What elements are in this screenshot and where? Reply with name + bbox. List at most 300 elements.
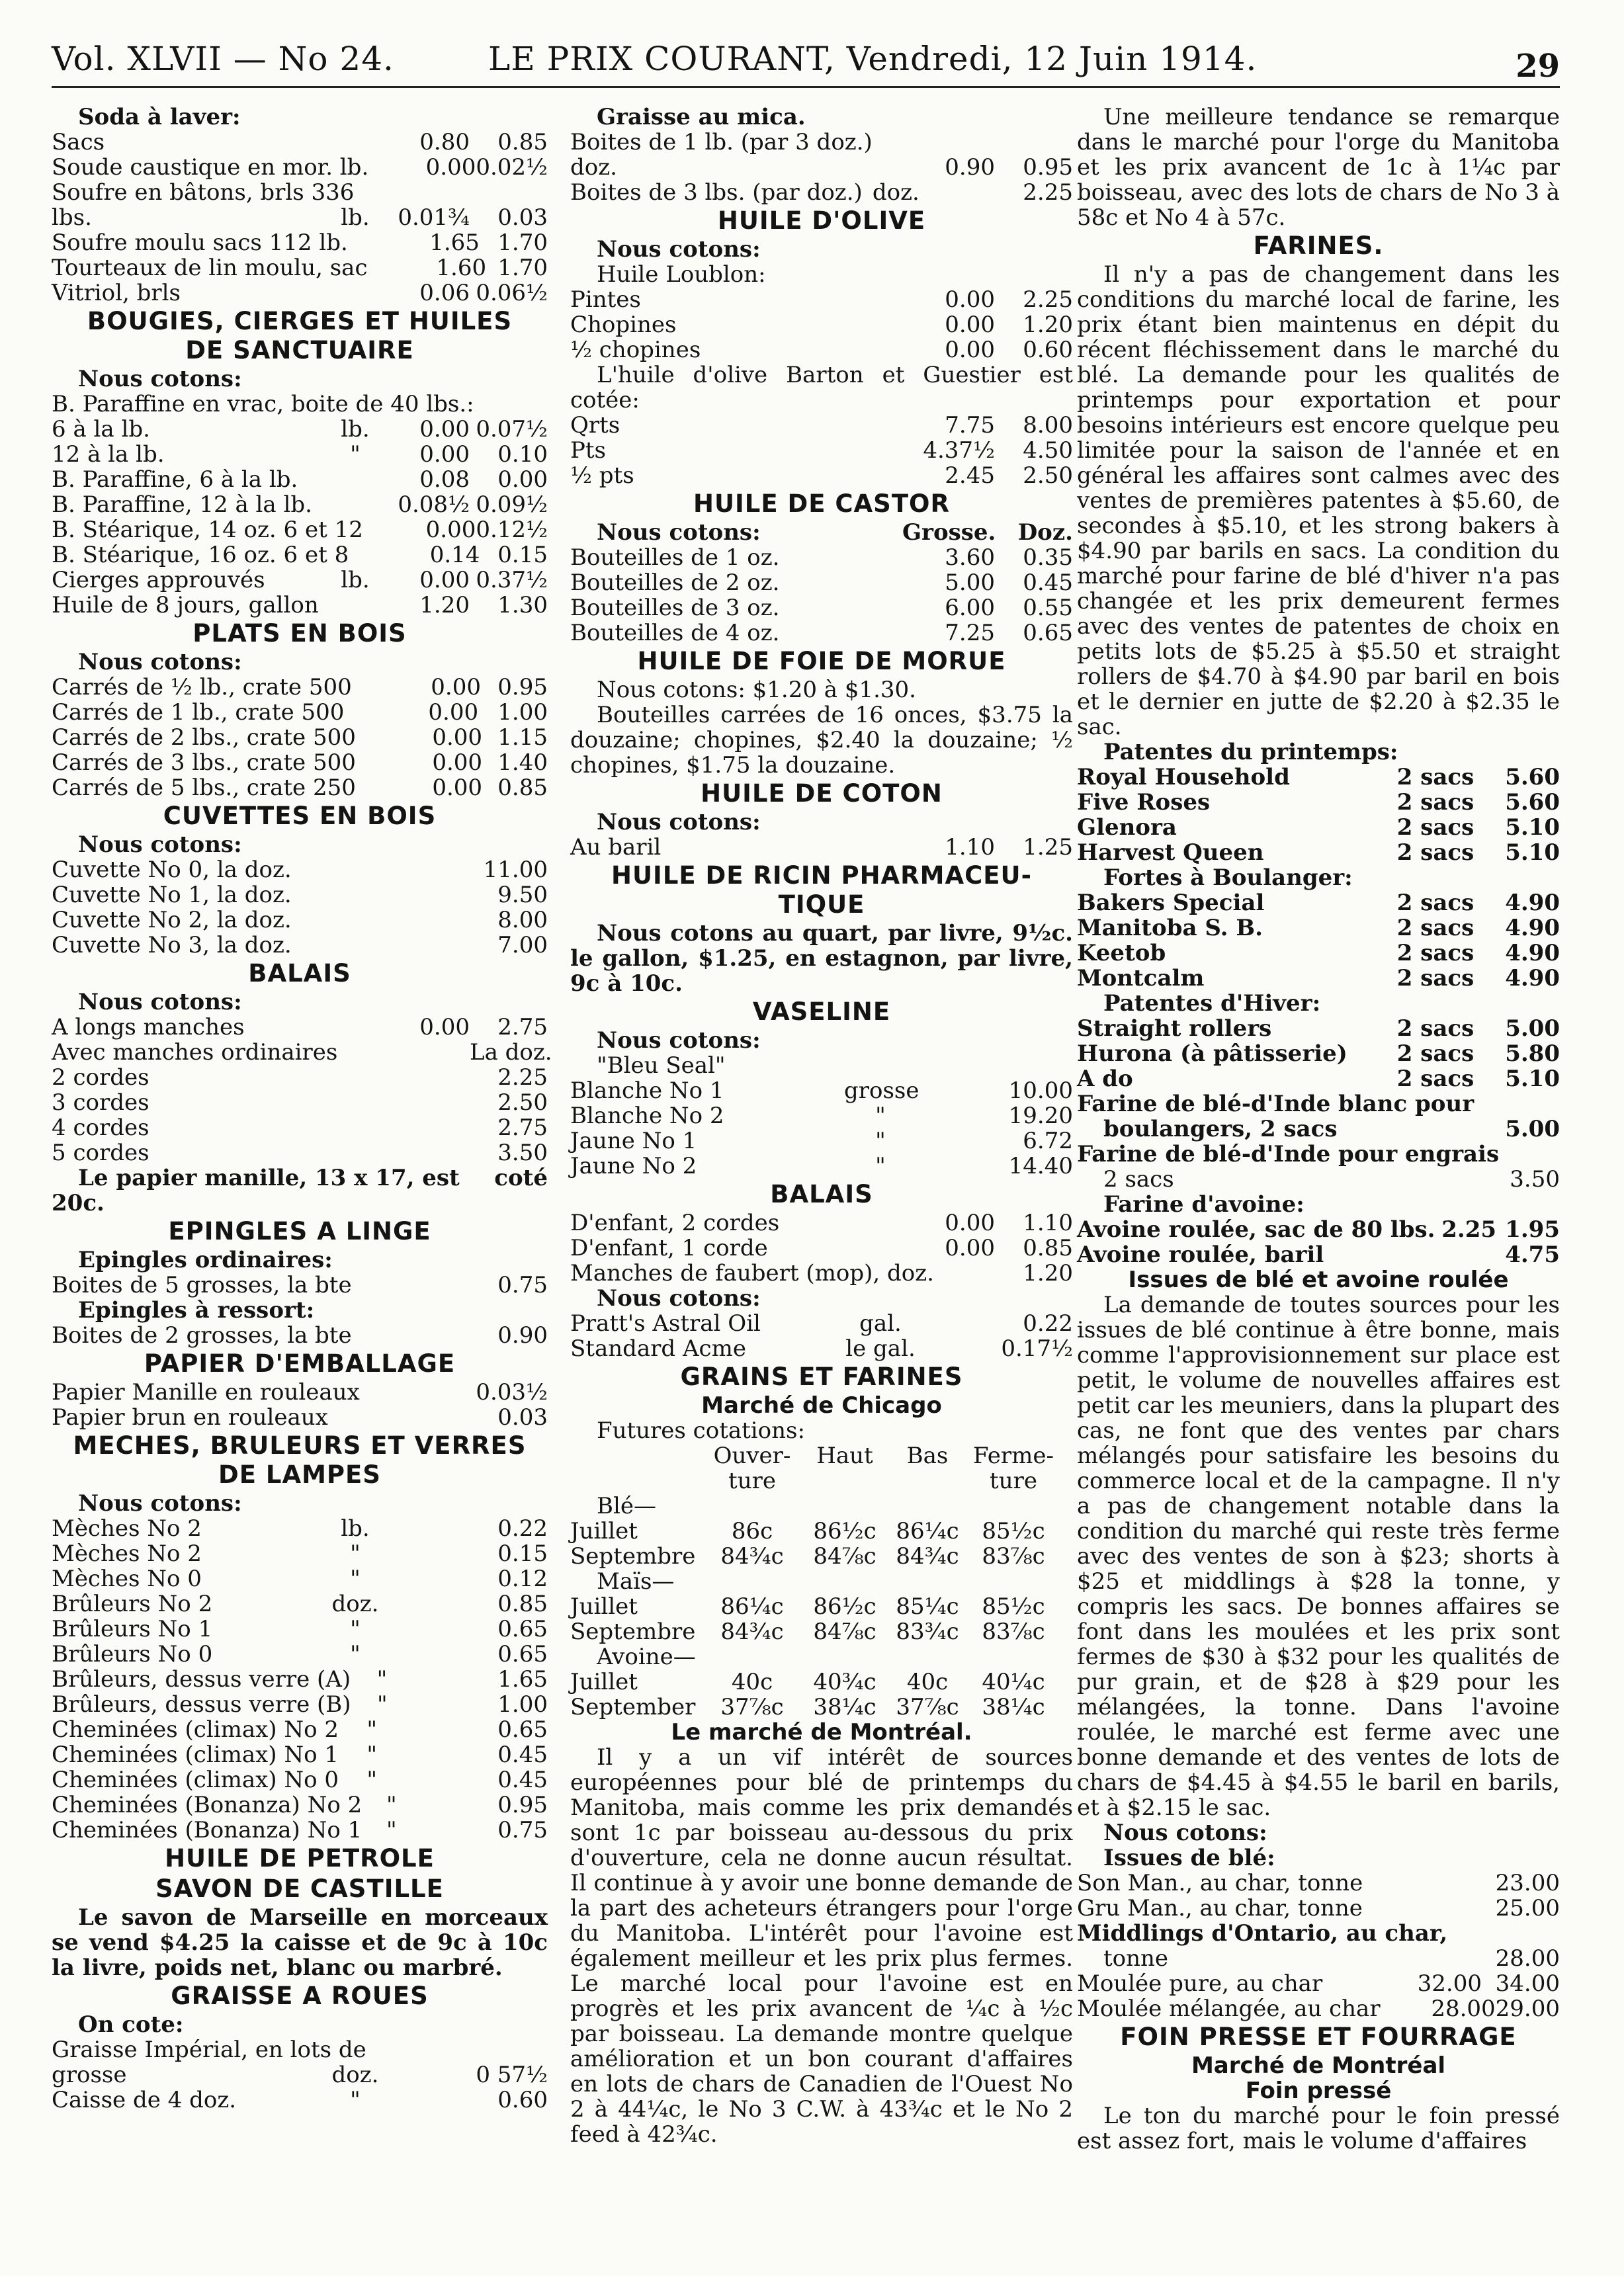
item-name: B. Stéarique, 14 oz. 6 et 12: [52, 517, 363, 543]
price-high: 0.02½: [476, 154, 548, 181]
price-low: [392, 1591, 470, 1617]
item-name: Pratt's Astral Oil: [570, 1310, 761, 1337]
price-high: 1.30: [497, 592, 548, 618]
morue-text-2: Bouteilles carrées de 16 onces, $3.75 la douzaine; chopines, $2.40 la douzaine; ½ chopines, $1.75 la douzaine.: [570, 702, 1073, 779]
meches-title-line1: MECHES, BRULEURS ET VERRES: [73, 1431, 527, 1460]
item-unit: [844, 413, 917, 438]
price-high: 0.85: [497, 775, 548, 801]
item-name: Carrés de ½ lb., crate 500: [52, 674, 352, 700]
price-high: 0.09½: [476, 491, 548, 518]
olive-nous-cotons: Nous cotons:: [597, 236, 761, 263]
price-low: 1.60: [436, 255, 487, 281]
futures-group-label: Blé—: [597, 1493, 656, 1519]
cuvettes-table: [52, 857, 548, 958]
item-name: Pintes: [570, 286, 641, 313]
item-unit: [319, 933, 392, 958]
price-low: 28.00: [1431, 1996, 1496, 2022]
futures-row: [570, 1695, 1073, 1720]
item-name: Caisse de 4 doz.: [52, 2087, 237, 2113]
flour-name: Straight rollers: [1077, 1015, 1272, 1042]
item-unit: [1363, 1871, 1426, 1896]
item-name: Son Man., au char, tonne: [1077, 1870, 1363, 1896]
futures-cell: 40¼c: [982, 1669, 1045, 1695]
ricin-title-line2: TIQUE: [778, 890, 865, 919]
price-low: [413, 1692, 480, 1717]
montreal-title: Le marché de Montréal.: [671, 1719, 972, 1746]
price-high: 0.75: [497, 1817, 548, 1843]
castor-header: [570, 520, 1073, 545]
farine-ble-inde-1: Farine de blé-d'Inde blanc pour: [1077, 1091, 1474, 1117]
futures-cell: 37⅞c: [896, 1694, 959, 1720]
bougies-title-line2: DE SANCTUAIRE: [185, 336, 414, 364]
flour-name: Harvest Queen: [1077, 839, 1264, 866]
price-high: 0.03: [497, 1404, 548, 1431]
price-high: La doz.: [470, 1039, 552, 1066]
meches-nous-cotons: Nous cotons:: [78, 1490, 242, 1517]
futures-cell: 84¾c: [896, 1543, 959, 1570]
price-high: 0.45: [497, 1742, 548, 1768]
mica-title: Graisse au mica.: [597, 104, 806, 130]
soda-table: [52, 130, 548, 306]
item-unit: [844, 287, 917, 312]
item-unit: [368, 155, 420, 180]
item-name: lbs.: [52, 204, 92, 231]
price-row: [52, 750, 548, 775]
price-low: 0.00: [945, 1210, 995, 1236]
price-low: [977, 1261, 1023, 1286]
price-low: 0.08½: [398, 491, 470, 518]
price-row: [570, 180, 1073, 205]
printemps-title: Patentes du printemps:: [1103, 739, 1398, 765]
item-unit: [352, 1323, 414, 1348]
cuvettes-title: CUVETTES EN BOIS: [163, 802, 437, 830]
futures-cell: 84¾c: [720, 1619, 784, 1645]
futures-cell: 86c: [731, 1518, 773, 1544]
futures-col-header: Ouver- ture: [713, 1443, 791, 1494]
hiver-title: Patentes d'Hiver:: [1103, 990, 1321, 1017]
price-low: [392, 857, 470, 882]
price-row: [52, 255, 548, 280]
futures-row: [570, 1544, 1073, 1569]
price-row: [570, 155, 1073, 180]
item-name: Carrés de 1 lb., crate 500: [52, 699, 345, 726]
item-name: Boites de 1 lb. (par 3 doz.): [570, 129, 873, 155]
item-name: Cheminées (Bonanza) No 2: [52, 1792, 363, 1818]
price-low: [402, 1040, 470, 1065]
castor-nous-cotons: Nous cotons:: [597, 519, 761, 546]
price-high: 25.00: [1495, 1895, 1560, 1921]
farines-title: FARINES.: [1253, 232, 1384, 260]
price-high: 0.35: [1023, 544, 1073, 571]
price-row: [570, 1210, 1073, 1236]
price-high: 0.12: [497, 1566, 548, 1592]
foin-title: FOIN PRESSE ET FOURRAGE: [1120, 2023, 1517, 2051]
flour-unit: 2 sacs: [1396, 789, 1474, 816]
price-high: 2.75: [497, 1014, 548, 1040]
item-unit: [354, 180, 415, 205]
item-unit: [356, 775, 417, 800]
vaseline-title: VASELINE: [752, 997, 891, 1026]
flour-unit: [1389, 1242, 1482, 1267]
price-row: [570, 1336, 1073, 1361]
savon-title: SAVON DE CASTILLE: [155, 1875, 444, 1903]
flour-row: [1077, 815, 1560, 840]
price-row: [570, 570, 1073, 595]
price-low: 0.00: [419, 441, 470, 468]
item-unit: [348, 230, 411, 255]
item-name: Soude caustique en mor. lb.: [52, 154, 369, 181]
price-row: [52, 1516, 548, 1541]
price-low: [917, 1154, 995, 1179]
printemps-table: [1077, 765, 1560, 865]
item-unit: [1363, 1896, 1426, 1921]
price-high: 1.20: [1023, 312, 1073, 338]
price-high: 0.00: [497, 466, 548, 493]
futures-cell: 85½c: [982, 1593, 1045, 1620]
price-high: 9.50: [497, 882, 548, 908]
item-unit: ": [366, 1767, 378, 1793]
price-high: 0.60: [1023, 337, 1073, 363]
flour-price: 5.60: [1505, 764, 1560, 790]
price-low: 0.00: [431, 674, 481, 700]
flour-price: 4.90: [1505, 965, 1560, 991]
price-high: 1.40: [497, 749, 548, 776]
price-row: [570, 413, 1073, 438]
futures-row: [570, 1669, 1073, 1695]
price-high: 0.55: [1023, 595, 1073, 621]
plats-nous-cotons: Nous cotons:: [78, 649, 242, 675]
price-high: 4.50: [1023, 437, 1073, 464]
price-low: [392, 1566, 470, 1591]
futures-cell: 85¼c: [896, 1593, 959, 1620]
item-unit: [1381, 1996, 1432, 2021]
price-high: 2.25: [1023, 286, 1073, 313]
price-high: 14.40: [1008, 1153, 1073, 1179]
price-high: 0.15: [497, 542, 548, 568]
farine-ble-inde-1b-price: 5.00: [1505, 1116, 1560, 1142]
item-name: B. Stéarique, 16 oz. 6 et 8: [52, 542, 349, 568]
price-high: 1.10: [1023, 1210, 1073, 1236]
price-row: [52, 700, 548, 725]
price-low: 32.00: [1417, 1970, 1482, 1997]
castor-col-grosse: Grosse.: [902, 519, 996, 546]
futures-cell: 37⅞c: [720, 1694, 784, 1720]
item-name: Carrés de 3 lbs., crate 500: [52, 749, 356, 776]
price-low: 5.00: [945, 569, 995, 596]
item-unit: ": [350, 2087, 361, 2113]
price-low: [392, 1617, 470, 1642]
price-row: [1077, 1971, 1560, 1996]
price-row: [570, 1261, 1073, 1286]
flour-row: [1077, 1041, 1560, 1066]
item-name: Cuvette No 0, la doz.: [52, 857, 292, 883]
futures-cell: 86½c: [813, 1593, 876, 1620]
flour-unit: 2 sacs: [1396, 1066, 1474, 1092]
flour-unit: 2 sacs: [1396, 814, 1474, 841]
farine-ble-inde-2b-price: 3.50: [1510, 1166, 1560, 1193]
item-unit: ": [350, 1566, 361, 1592]
montreal-text: Il y a un vif intérêt de sources européennes pour blé de printemps du Manitoba, mais comme les prix demandés sont 1c par boisseau au-dessous du prix d'ouverture, cela ne donne aucun résultat. Il continue à y avoir une bonne demande de la part des acheteurs étrangers pour l'orge du Manitoba. L'intérêt pour l'avoine est également meilleur et les prix plus fermes. Le marché local pour l'avoine est en progrès et les prix avancent de ¼c à ½c par boisseau. La demande montre quelque amélioration et un bon courant d'affaires en lots de chars de Canadien de l'Ouest No 2 à 44¼c, le No 3 C.W. à 43¾c et le No 2 feed à 42¾c.: [570, 1744, 1073, 2148]
graisse-title: GRAISSE A ROUES: [171, 1982, 429, 2010]
price-low: [413, 1667, 481, 1692]
futures-cell: 83⅞c: [982, 1619, 1045, 1645]
price-low: [414, 1323, 481, 1348]
issues-sub: Issues de blé:: [1103, 1845, 1275, 1871]
flour-row: [1077, 915, 1560, 941]
price-low: [421, 1818, 485, 1843]
item-name: D'enfant, 1 corde: [570, 1235, 768, 1261]
balais-note-end: coté: [494, 1165, 548, 1191]
item-name: Blanche No 1: [570, 1077, 724, 1104]
price-low: 0.01¾: [398, 204, 470, 231]
price-high: [486, 2037, 548, 2062]
farines-text: Il n'y a pas de changement dans les conditions du marché local de farine, les prix étant bien maintenus en dépit du récent fléchissement dans le marché du blé. La demande pour les qualités de printemps pour exportation et pour besoins intérieurs est encore quelque peu limitée pour la saison de l'année et en général les affaires sont calmes avec des ventes de premières patentes à $5.60, de secondes à $5.10, et les strong bakers à $4.90 par barils en sacs. La condition du marché pour farine de blé d'hiver n'a pas changée et les prix demeurent fermes avec des ventes de patentes de choix en petits lots de $5.25 à $5.50 et straight rollers de $4.70 à $4.90 par baril en bois et le dernier en jutte de $2.20 à $2.35 le sac.: [1077, 261, 1560, 740]
price-high: 0.12½: [476, 517, 548, 543]
price-low: 0.00: [945, 286, 995, 313]
price-low: [392, 1090, 470, 1115]
price-row: [52, 1742, 548, 1767]
balais2-table: [570, 1210, 1073, 1286]
price-high: 0.95: [1023, 154, 1073, 181]
price-high: 0.65: [497, 1716, 548, 1743]
flour-row: [1077, 966, 1560, 991]
item-name: Boites de 2 grosses, la bte: [52, 1322, 352, 1349]
foin-sub: Marché de Montréal: [1191, 2052, 1446, 2079]
futures-cell: 83¾c: [896, 1619, 959, 1645]
price-high: 11.00: [483, 857, 548, 883]
graisse-table: [52, 2037, 548, 2113]
item-unit: [319, 593, 392, 618]
item-name: B. Paraffine, 6 à la lb.: [52, 466, 298, 493]
item-name: Avec manches ordinaires: [52, 1039, 338, 1066]
price-high: 0 57½: [476, 2062, 548, 2088]
issues-table: [1077, 1871, 1560, 1921]
item-unit: ": [350, 1540, 361, 1567]
price-low: 0.00: [432, 724, 483, 751]
price-high: 23.00: [1495, 1870, 1560, 1896]
item-unit: [319, 1015, 392, 1040]
item-unit: [319, 1115, 392, 1140]
item-unit: [356, 750, 417, 775]
item-name: 5 cordes: [52, 1140, 150, 1166]
balais-note-2: 20c.: [52, 1190, 105, 1216]
journal-title: LE PRIX COURANT, Vendredi, 12 Juin 1914.: [488, 40, 1258, 78]
price-low: [917, 1103, 995, 1128]
price-high: 0.15: [497, 1540, 548, 1567]
balais2-nous-cotons: Nous cotons:: [597, 1285, 761, 1312]
item-name: Cheminées (Bonanza) No 1: [52, 1817, 363, 1843]
price-low: [917, 1336, 995, 1361]
item-unit: [366, 2037, 424, 2062]
item-unit: [844, 337, 917, 362]
price-row: [52, 1792, 548, 1818]
price-low: 7.75: [945, 412, 995, 439]
flour-unit: 2 sacs: [1396, 1040, 1474, 1067]
price-low: 0.00: [945, 1235, 995, 1261]
price-low: [415, 1380, 476, 1405]
price-high: 0.06½: [476, 280, 548, 306]
item-name: Tourteaux de lin moulu, sac: [52, 255, 368, 281]
coton-title: HUILE DE COTON: [701, 779, 943, 808]
price-low: 0.00: [425, 154, 476, 181]
item-name: Au baril: [570, 834, 662, 861]
price-row: [1077, 1896, 1560, 1921]
item-unit: [319, 280, 392, 306]
fortes-table: [1077, 890, 1560, 991]
item-name: Papier brun en rouleaux: [52, 1404, 328, 1431]
bougies-title-line1: BOUGIES, CIERGES ET HUILES: [87, 307, 513, 335]
item-name: Carrés de 2 lbs., crate 500: [52, 724, 356, 751]
item-unit: lb.: [341, 204, 370, 231]
column-1: [52, 104, 552, 2113]
price-low: [392, 933, 470, 958]
item-unit: [844, 463, 917, 488]
item-unit: [319, 492, 392, 517]
bougies-nous-cotons: Nous cotons:: [78, 366, 242, 392]
price-low: [917, 1128, 995, 1154]
epingles-title: EPINGLES A LINGE: [168, 1217, 431, 1245]
price-high: 1.70: [497, 230, 548, 256]
flour-row: [1077, 765, 1560, 790]
column-3: [1077, 105, 1560, 2154]
futures-cell: Septembre: [570, 1543, 696, 1570]
price-row: [570, 130, 1073, 155]
item-unit: [319, 1065, 392, 1090]
item-name: Boites de 3 lbs. (par doz.): [570, 179, 863, 206]
price-low: [936, 130, 1004, 155]
item-unit: ": [350, 1641, 361, 1667]
price-low: 0.00: [419, 416, 470, 443]
price-row: [52, 2062, 548, 2087]
item-unit: [319, 467, 392, 492]
item-unit: gal.: [859, 1310, 902, 1337]
item-unit: [844, 312, 917, 337]
flour-name: Montcalm: [1077, 965, 1205, 991]
price-row: [52, 1323, 548, 1348]
middlings-line-2: [1077, 1946, 1560, 1971]
price-row: [52, 593, 548, 618]
bougies-table: [52, 392, 548, 618]
flour-row: [1077, 1066, 1560, 1091]
price-low: 1.65: [429, 230, 480, 256]
price-high: 1.00: [497, 699, 548, 726]
coton-nous-cotons: Nous cotons:: [597, 809, 761, 835]
farine-ble-inde-1b: [1077, 1117, 1560, 1142]
flour-row: [1077, 890, 1560, 915]
item-name: Papier Manille en rouleaux: [52, 1379, 360, 1406]
futures-group-label: Maïs—: [597, 1568, 675, 1595]
price-high: 0.37½: [476, 567, 548, 593]
price-low: 0.90: [945, 154, 995, 181]
price-low: 2.45: [945, 462, 995, 489]
morue-title: HUILE DE FOIE DE MORUE: [637, 647, 1006, 675]
middlings-price: 28.00: [1495, 1945, 1560, 1972]
flour-name: Hurona (à pâtisserie): [1077, 1040, 1347, 1067]
price-high: 0.22: [1023, 1310, 1073, 1337]
futures-cell: Juillet: [570, 1669, 638, 1695]
castor-title: HUILE DE CASTOR: [693, 489, 950, 518]
price-row: [570, 595, 1073, 620]
price-high: 2.75: [497, 1115, 548, 1141]
meches-table: [52, 1516, 548, 1843]
item-name: Huile de 8 jours, gallon: [52, 592, 319, 618]
plats-title: PLATS EN BOIS: [192, 619, 407, 648]
epingles-table-2: [52, 1323, 548, 1348]
price-high: 0.45: [497, 1767, 548, 1793]
page-header: [52, 34, 1560, 107]
price-low: 0.00: [945, 337, 995, 363]
item-name: Blanche No 2: [570, 1103, 724, 1129]
price-low: 6.00: [945, 595, 995, 621]
price-low: 7.25: [945, 620, 995, 646]
ricin-title-line1: HUILE DE RICIN PHARMACEU-: [611, 861, 1032, 890]
balais-nous-cotons: Nous cotons:: [78, 989, 242, 1015]
price-low: [414, 1273, 481, 1298]
price-low: [405, 1742, 476, 1767]
item-name: Gru Man., au char, tonne: [1077, 1895, 1363, 1921]
balais-note-text: Le papier manille, 13 x 17, est: [78, 1165, 460, 1191]
price-low: 0.00: [432, 749, 483, 776]
item-name: Cuvette No 3, la doz.: [52, 932, 292, 958]
item-unit: lb.: [341, 416, 370, 443]
price-low: [398, 1405, 472, 1430]
epingles-ressort: Epingles à ressort:: [78, 1297, 315, 1324]
price-high: 0.85: [1023, 1235, 1073, 1261]
flour-name: Keetob: [1077, 940, 1166, 966]
item-name: ½ chopines: [570, 337, 701, 363]
price-high: 6.72: [1023, 1128, 1073, 1154]
hiver-table: [1077, 1016, 1560, 1091]
price-row: [52, 1692, 548, 1717]
balais-title: BALAIS: [248, 959, 351, 988]
item-unit: [319, 882, 392, 907]
middlings-line: Middlings d'Ontario, au char,: [1077, 1920, 1448, 1947]
item-name: Graisse Impérial, en lots de: [52, 2037, 366, 2063]
ricin-text: Nous cotons au quart, par livre, 9½c. le gallon, $1.25, en estagnon, par livre, 9c à 10c.: [570, 920, 1073, 997]
cuvettes-nous-cotons: Nous cotons:: [78, 831, 242, 858]
item-name: Moulée mélangée, au char: [1077, 1996, 1381, 2022]
item-name: Cuvette No 1, la doz.: [52, 882, 292, 908]
price-row: [52, 933, 548, 958]
price-high: 0.65: [497, 1616, 548, 1642]
item-unit: [319, 130, 392, 155]
grains-title: GRAINS ET FARINES: [680, 1363, 963, 1391]
item-name: Mèches No 2: [52, 1515, 202, 1542]
price-high: 19.20: [1008, 1103, 1073, 1129]
price-row: [570, 337, 1073, 362]
price-high: 0.17½: [1001, 1335, 1073, 1362]
price-row: [570, 438, 1073, 463]
olive-table-2: [570, 413, 1073, 488]
price-row: [52, 1591, 548, 1617]
price-high: 2.25: [1023, 179, 1073, 206]
price-row: [570, 287, 1073, 312]
item-unit: [337, 1040, 401, 1065]
page-number: 29: [1516, 48, 1560, 85]
papier-title: PAPIER D'EMBALLAGE: [144, 1349, 456, 1378]
item-unit: [328, 1405, 398, 1430]
farine-ble-inde-2b: [1077, 1167, 1560, 1192]
price-low: [405, 1717, 476, 1742]
futures-row: [570, 1594, 1073, 1619]
price-high: 7.00: [497, 932, 548, 958]
futures-cell: 86¼c: [896, 1518, 959, 1544]
price-high: 10.00: [1008, 1077, 1073, 1104]
price-row: [570, 1311, 1073, 1336]
price-low: [392, 1115, 470, 1140]
item-name: 12 à la lb.: [52, 441, 165, 468]
flour-price: 5.60: [1505, 789, 1560, 816]
